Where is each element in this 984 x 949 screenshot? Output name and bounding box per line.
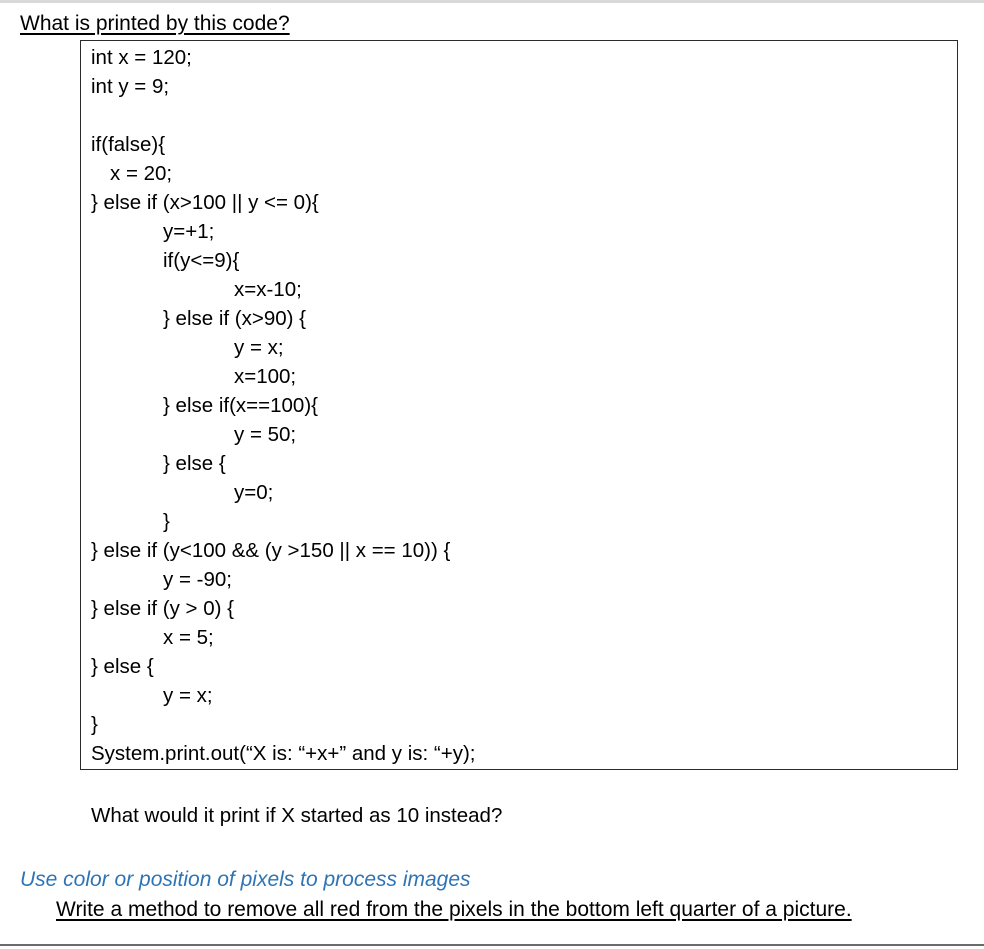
code-line: } else if (x>90) { [163,307,307,330]
code-line: } else { [163,452,226,475]
code-line: y=+1; [163,220,215,243]
code-line: } else { [91,655,154,678]
code-line: } [163,510,170,533]
bottom-rule [0,944,984,946]
code-line: } [91,713,98,736]
code-line: x = 20; [110,162,173,185]
question-heading: What is printed by this code? [20,12,290,35]
code-line: if(false){ [91,133,166,156]
code-line: int x = 120; [91,46,192,69]
code-line: x = 5; [163,626,214,649]
code-line: System.print.out(“X is: “+x+” and y is: “+y); [91,742,476,765]
code-line: if(y<=9){ [163,249,240,272]
code-line: } else if(x==100){ [163,394,318,417]
code-line: x=x-10; [234,278,302,301]
topic-heading: Use color or position of pixels to process images [20,868,471,891]
code-line: int y = 9; [91,75,170,98]
followup-question: What would it print if X started as 10 instead? [91,804,503,827]
code-line: } else if (x>100 || y <= 0){ [91,191,319,214]
code-line: y = 50; [234,423,297,446]
code-line: x=100; [234,365,297,388]
code-line: y = x; [163,684,213,707]
code-line: y = -90; [163,568,232,591]
code-line: y = x; [234,336,284,359]
code-line: y=0; [234,481,274,504]
task-prompt: Write a method to remove all red from the pixels in the bottom left quarter of a picture. [56,898,852,921]
top-rule [0,0,984,3]
code-line: } else if (y > 0) { [91,597,234,620]
code-line: } else if (y<100 && (y >150 || x == 10)) { [91,539,451,562]
